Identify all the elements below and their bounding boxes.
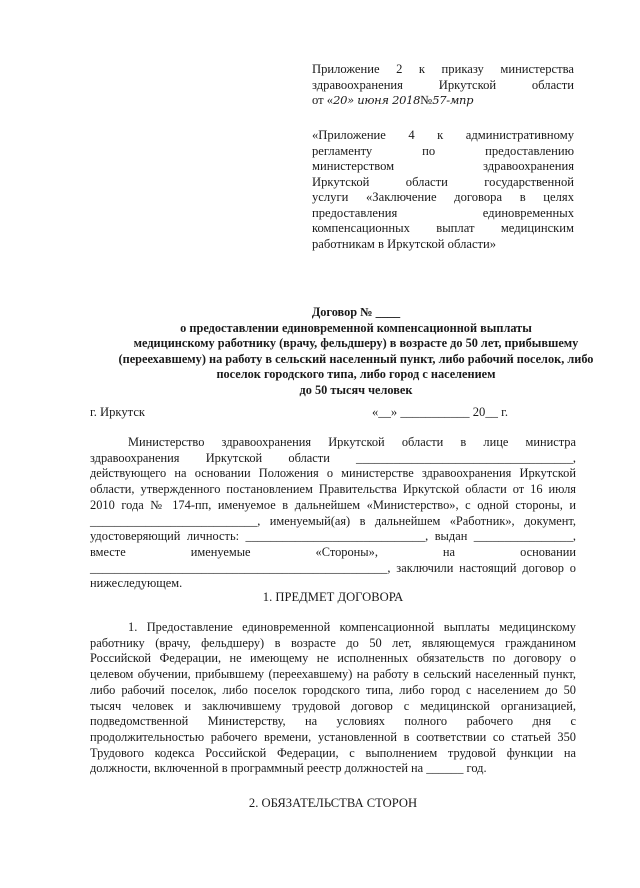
title-line: медицинскому работнику (врачу, фельдшеру) в возрасте до 50 лет, прибывшему — [133, 336, 579, 350]
regulation-line: услуги «Заключение договора в целях — [312, 190, 574, 204]
regulation-line: работникам в Иркутской области» — [312, 236, 497, 251]
intro-line: Министерство здравоохранения Иркутской области в лице министра — [128, 435, 576, 449]
section-1-line: подведомственной Министерству, на условиях полного рабочего дня с — [90, 714, 576, 729]
section-1-line: должности, включенной в программный реестр должностей на ______ год. — [90, 761, 487, 776]
intro-line: удостоверяющий личность: _____________________________, выдан ________________, — [90, 529, 576, 544]
section-1-line: работнику (врачу, фельдшеру) в возрасте до 50 лет, являющемуся гражданином — [90, 635, 576, 650]
title-line: Договор № ____ — [311, 305, 401, 319]
title-line: (переехавшему) на работу в сельский населенный пункт, либо рабочий поселок, либо — [118, 351, 594, 366]
appendix-line: здравоохранения Иркутской области — [312, 77, 574, 92]
intro-line: действующего на основании Положения о министерстве здравоохранения Иркутской — [90, 466, 576, 481]
title-line: о предоставлении единовременной компенсационной выплаты — [180, 320, 532, 335]
section-1-paragraph — [90, 620, 576, 777]
intro-line: 2010 года № 174-пп, именуемое в дальнейшем «Министерство», с одной стороны, и — [90, 497, 576, 512]
order-date-line — [312, 93, 574, 109]
section-1-line: Российской Федерации, не имеющему не исполненных обязательств по договору о — [90, 651, 576, 666]
appendix-header — [312, 62, 574, 109]
section-1-heading: 1. ПРЕДМЕТ ДОГОВОРА — [262, 590, 404, 604]
regulation-line: предоставления единовременных — [312, 205, 574, 220]
section-1-line: тысяч человек и заключившему трудовой договор с медицинской организацией, — [90, 698, 576, 713]
section-1-line: Трудового кодекса Российской Федерации, с выполнением трудовой функции на — [90, 745, 576, 760]
intro-paragraph — [90, 435, 576, 592]
handwritten-date: 20» июня 2018 — [333, 93, 421, 107]
intro-line: нижеследующем. — [90, 576, 183, 591]
title-line: до 50 тысяч человек — [299, 382, 413, 397]
appendix-line: Приложение 2 к приказу министерства — [312, 62, 574, 76]
regulation-line: «Приложение 4 к административному — [312, 128, 574, 142]
section-1-line: целевом обучении, прибывшему (переехавшему) на работу в сельский населенный пункт, — [90, 667, 576, 682]
intro-line: области, утвержденного постановлением Правительства Иркутской области от 16 июля — [90, 482, 576, 497]
intro-line: вместе именуемые «Стороны», на основании — [90, 544, 576, 559]
contract-title — [96, 305, 616, 398]
number-prefix: № — [420, 93, 433, 107]
intro-line: здравоохранения Иркутской области ___________________________________, — [90, 450, 576, 465]
regulation-line: регламенту по предоставлению — [312, 143, 574, 158]
title-line: поселок городского типа, либо город с населением — [216, 367, 496, 381]
from-prefix: от « — [312, 93, 334, 107]
contract-date: «__» ___________ 20__ г. — [372, 405, 508, 419]
city: г. Иркутск — [90, 405, 146, 419]
section-1-line: продолжительностью рабочего времени, установленной в соответствии со статьей 350 — [90, 729, 576, 744]
section-2-heading: 2. ОБЯЗАТЕЛЬСТВА СТОРОН — [248, 796, 418, 810]
section-1-line: либо рабочий поселок, либо поселок городского типа, либо город с населением до 50 — [90, 682, 576, 697]
regulation-line: министерством здравоохранения — [312, 159, 574, 173]
intro-line: ___________________________, именуемый(ая) в дальнейшем «Работник», документ, — [90, 513, 576, 528]
section-1-line: 1. Предоставление единовременной компенсационной выплаты медицинскому — [128, 620, 576, 634]
regulation-line: компенсационных выплат медицинским — [312, 221, 574, 235]
regulation-header — [312, 128, 574, 252]
regulation-line: Иркутской области государственной — [312, 174, 574, 189]
handwritten-number: 57-мпр — [432, 93, 474, 107]
intro-line: ________________________________________________, заключили настоящий договор о — [90, 560, 576, 575]
